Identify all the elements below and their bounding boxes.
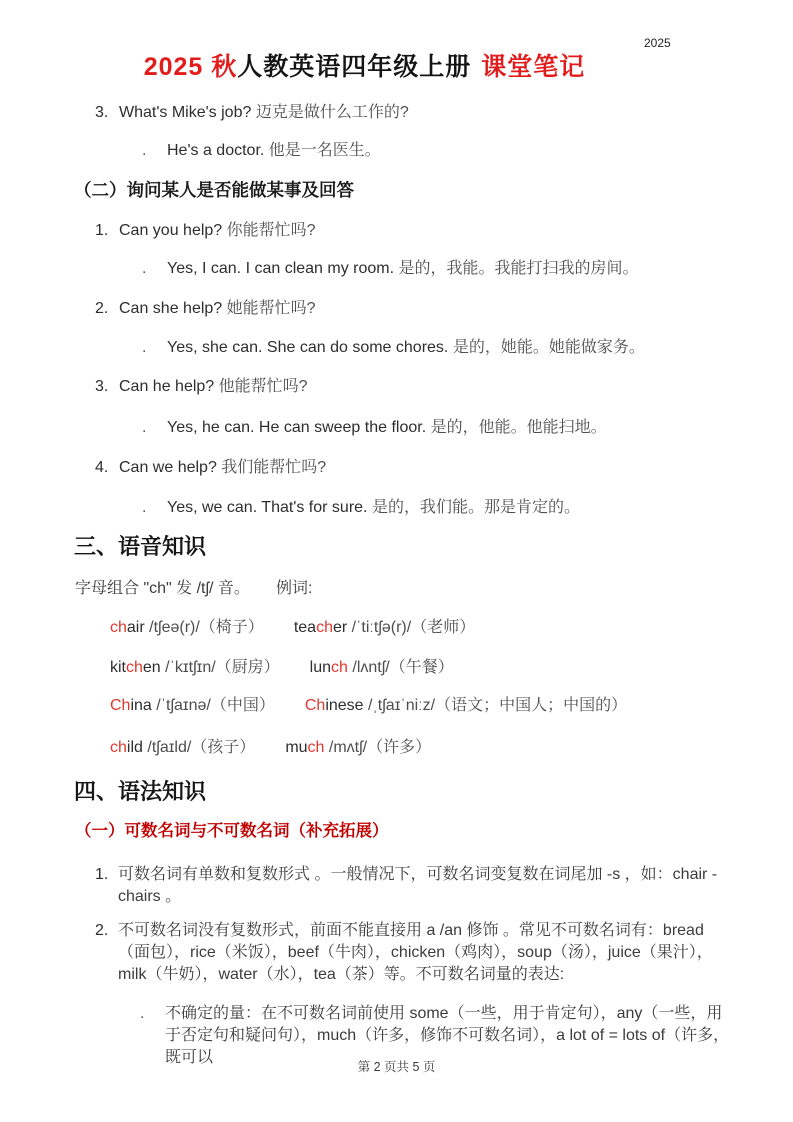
title-black-part: 人教英语四年级上册 <box>237 53 472 81</box>
question-line <box>95 102 793 124</box>
title-year-part: 2025 秋 <box>143 53 238 81</box>
answer-english: Yes, we can. That's for sure. <box>167 499 368 516</box>
phonics-word: child /tʃaɪld/（孩子） <box>110 739 256 756</box>
phonics-row <box>110 657 793 679</box>
answer-marker: . <box>142 142 147 159</box>
ipa-and-meaning: /lʌntʃ/（午餐） <box>347 659 454 676</box>
red-letters: Ch <box>304 697 326 714</box>
answer-chinese: 是的，她能。她能做家务。 <box>452 339 645 356</box>
red-letters: ch <box>331 659 348 676</box>
item-number: 1. <box>95 222 109 239</box>
phonics-word: much /mʌtʃ/（许多） <box>285 739 432 756</box>
answer-line <box>142 417 793 439</box>
answer-english: Yes, I can. I can clean my room. <box>167 260 395 277</box>
grammar-text: 不可数名词没有复数形式，前面不能直接用 a /an 修饰 。常见不可数名词有：bread（面包），rice（米饭），beef（牛肉），chicken（鸡肉），soup（汤），juice（果汁），milk（牛奶），water（水），tea（茶）等。不可数名词量的表达: <box>118 922 713 983</box>
corner-year: 2025 <box>644 36 671 50</box>
answer-english: Yes, she can. She can do some chores. <box>167 339 449 356</box>
phonics-word: chair /tʃeə(r)/（椅子） <box>110 619 264 636</box>
answer-english: He's a doctor. <box>167 142 265 159</box>
item-number: 2. <box>95 300 109 317</box>
question-chinese: 你能帮忙吗? <box>226 222 316 239</box>
phonics-intro-rule: 字母组合 "ch" 发 /tʃ/ 音。 <box>75 580 250 597</box>
question-line <box>95 220 793 242</box>
question-chinese: 他能帮忙吗? <box>218 378 308 395</box>
grammar-subheading: （一）可数名词与不可数名词（补充拓展） <box>75 822 389 840</box>
phonics-word: China /ˈtʃaɪnə/（中国） <box>110 697 275 714</box>
ipa-and-meaning: /ˈtʃaɪnə/（中国） <box>151 697 275 714</box>
answer-chinese: 他是一名医生。 <box>268 142 381 159</box>
red-letters: ch <box>316 619 333 636</box>
phonics-row <box>110 617 793 639</box>
ipa-and-meaning: /mʌtʃ/（许多） <box>324 739 432 756</box>
answer-marker: . <box>142 419 147 436</box>
answer-line <box>142 258 793 280</box>
question-chinese: 我们能帮忙吗? <box>221 459 327 476</box>
answer-chinese: 是的，我能。我能打扫我的房间。 <box>398 260 639 277</box>
bullet-marker: . <box>140 1005 145 1022</box>
phonics-intro <box>75 578 793 600</box>
page-title <box>0 0 793 84</box>
answer-chinese: 是的，他能。他能扫地。 <box>430 419 607 436</box>
phonics-word: Chinese /ˌtʃaɪˈniːz/（语文；中国人；中国的） <box>304 697 628 714</box>
question-chinese: 迈克是做什么工作的? <box>255 104 409 121</box>
item-number: 1. <box>95 866 109 883</box>
question-english: Can he help? <box>119 378 215 395</box>
bullet-text: 不确定的量：在不可数名词前使用 some（一些，用于肯定句），any（一些，用于否定句和疑问句），much（许多，修饰不可数名词），a lot of = lots of（许多，既可以 <box>165 1005 730 1066</box>
ipa-and-meaning: /tʃeə(r)/（椅子） <box>144 619 264 636</box>
grammar-text: 可数名词有单数和复数形式 。一般情况下，可数名词变复数在词尾加 -s ，如：chair - chairs 。 <box>118 866 718 905</box>
question-line <box>95 376 793 398</box>
item-number: 4. <box>95 459 109 476</box>
answer-marker: . <box>142 339 147 356</box>
question-line <box>95 457 793 479</box>
red-letters: ch <box>307 739 325 756</box>
grammar-item <box>95 864 733 908</box>
question-english: Can we help? <box>119 459 217 476</box>
grammar-heading: 四、语法知识 <box>74 779 207 804</box>
ipa-and-meaning: /ˌtʃaɪˈniːz/（语文；中国人；中国的） <box>363 697 628 714</box>
ipa-and-meaning: /ˈtiːtʃə(r)/（老师） <box>347 619 476 636</box>
answer-chinese: 是的，我们能。那是肯定的。 <box>371 499 580 516</box>
question-english: Can you help? <box>119 222 223 239</box>
item-number: 3. <box>95 104 109 121</box>
item-number: 3. <box>95 378 109 395</box>
phonics-heading: 三、语音知识 <box>74 534 207 559</box>
red-letters: ch <box>110 739 127 756</box>
red-letters: Ch <box>110 697 131 714</box>
title-notes-part: 课堂笔记 <box>481 53 586 81</box>
phonics-word: lunch /lʌntʃ/（午餐） <box>309 659 454 676</box>
answer-marker: . <box>142 499 147 516</box>
phonics-row <box>110 695 793 717</box>
page-number-footer: 第 2 页共 5 页 <box>357 1060 436 1074</box>
answer-line <box>142 337 793 359</box>
question-line <box>95 298 793 320</box>
red-letters: ch <box>126 659 143 676</box>
question-english: Can she help? <box>119 300 223 317</box>
question-chinese: 她能帮忙吗? <box>226 300 316 317</box>
phonics-word: teacher /ˈtiːtʃə(r)/（老师） <box>293 619 476 636</box>
ipa-and-meaning: /ˈkɪtʃɪn/（厨房） <box>160 659 280 676</box>
ipa-and-meaning: /tʃaɪld/（孩子） <box>142 739 256 756</box>
grammar-item <box>95 920 733 986</box>
question-english: What's Mike's job? <box>119 104 252 121</box>
phonics-row <box>110 737 793 759</box>
item-number: 2. <box>95 922 109 939</box>
answer-marker: . <box>142 260 147 277</box>
phonics-intro-examples: 例词: <box>275 580 313 597</box>
answer-english: Yes, he can. He can sweep the floor. <box>167 419 427 436</box>
answer-line <box>142 140 793 162</box>
phonics-word: kitchen /ˈkɪtʃɪn/（厨房） <box>110 659 280 676</box>
red-letters: ch <box>110 619 127 636</box>
section2-heading: （二）询问某人是否能做某事及回答 <box>74 180 354 200</box>
answer-line <box>142 497 793 519</box>
